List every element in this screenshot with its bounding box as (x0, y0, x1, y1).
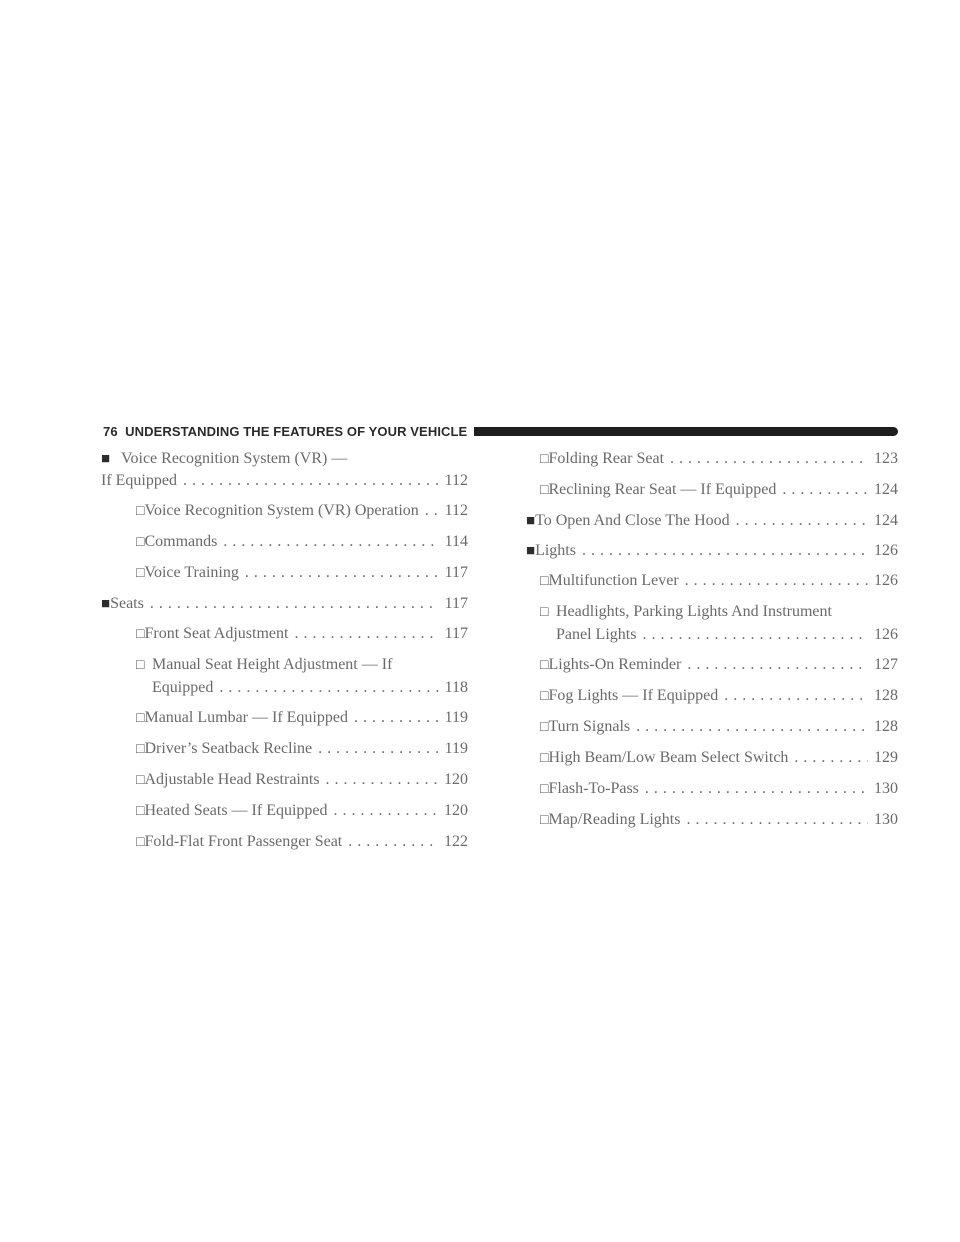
toc-entry-row (540, 448, 898, 471)
toc-page-number: 119 (444, 740, 468, 757)
toc-entry-row (116, 562, 468, 585)
dot-leader (686, 809, 868, 831)
toc-entry-row (540, 716, 898, 739)
toc-entry-title: Fold-Flat Front Passenger Seat (144, 833, 343, 850)
toc-entry-row (116, 531, 468, 554)
toc-entry-title: High Beam/Low Beam Select Switch (548, 749, 789, 766)
toc-entry-title: Lights (535, 542, 576, 559)
toc-page-number: 128 (874, 718, 898, 735)
toc-page-number: 128 (874, 687, 898, 704)
hollow-square-icon: □ (136, 773, 145, 788)
toc-page-number: 126 (874, 572, 898, 589)
toc-entry-row (540, 809, 898, 832)
toc-entry-title: Flash-To-Pass (548, 780, 639, 797)
toc-entry[interactable] (540, 778, 898, 801)
toc-entry-row (540, 685, 898, 708)
page-number: 76 (103, 423, 118, 439)
toc-entry-title: Seats (110, 595, 144, 612)
toc-entry[interactable] (540, 716, 898, 739)
dot-leader (794, 747, 868, 769)
hollow-square-icon: □ (136, 566, 145, 581)
hollow-square-icon: □ (136, 658, 145, 673)
hollow-square-icon: □ (540, 782, 549, 797)
toc-entry-title: Fog Lights — If Equipped (548, 687, 719, 704)
toc-entry-row (116, 800, 468, 823)
toc-page-number: 112 (444, 502, 468, 519)
toc-page-number: 123 (874, 450, 898, 467)
toc-entry[interactable] (540, 479, 898, 502)
hollow-square-icon: □ (540, 658, 549, 673)
toc-entry-title: Folding Rear Seat (548, 450, 665, 467)
toc-entry[interactable] (116, 531, 468, 554)
dot-leader (348, 831, 438, 853)
toc-entry[interactable] (540, 654, 898, 677)
toc-entry[interactable] (526, 540, 898, 562)
toc-page-number: 114 (444, 533, 468, 550)
toc-page-number: 117 (444, 564, 468, 581)
dot-leader (294, 623, 438, 645)
toc-page-number: 117 (444, 595, 468, 612)
toc-entry-row (526, 540, 898, 562)
toc-entry-title: Panel Lights (556, 626, 637, 643)
dot-leader (334, 800, 438, 822)
toc-entry-first-line (101, 448, 468, 470)
toc-entry-title: Commands (144, 533, 218, 550)
dot-leader (354, 707, 439, 729)
hollow-square-icon: □ (136, 711, 145, 726)
toc-entry[interactable] (526, 510, 898, 532)
hollow-square-icon: □ (136, 535, 145, 550)
toc-entry-title: Reclining Rear Seat — If Equipped (548, 481, 777, 498)
hollow-square-icon: □ (540, 452, 549, 467)
dot-leader (670, 448, 868, 470)
toc-entry[interactable] (540, 809, 898, 832)
section-title: UNDERSTANDING THE FEATURES OF YOUR VEHICLE (125, 423, 468, 439)
toc-page-number: 118 (444, 679, 468, 696)
toc-entry-title: To Open And Close The Hood (535, 512, 730, 529)
toc-entry-title: Voice Training (144, 564, 239, 581)
toc-entry[interactable] (540, 448, 898, 471)
toc-entry-row (116, 500, 468, 523)
toc-entry-row (540, 778, 898, 801)
hollow-square-icon: □ (540, 574, 549, 589)
hollow-square-icon: □ (540, 605, 549, 620)
toc-entry[interactable] (116, 623, 468, 646)
hollow-square-icon: □ (136, 504, 145, 519)
dot-leader (219, 677, 438, 699)
toc-entry[interactable] (116, 654, 468, 699)
toc-entry-title-part1: Headlights, Parking Lights And Instrument (556, 603, 832, 620)
dot-leader (150, 593, 439, 615)
page-header (103, 422, 898, 440)
filled-square-icon: ■ (526, 543, 536, 559)
dot-leader (582, 540, 868, 562)
hollow-square-icon: □ (540, 720, 549, 735)
toc-entry-row (540, 654, 898, 677)
toc-right-column (526, 448, 898, 840)
toc-entry[interactable] (116, 831, 468, 854)
toc-page-number: 120 (444, 802, 468, 819)
toc-entry-row (540, 747, 898, 770)
toc-page-number: 124 (874, 512, 898, 529)
toc-page-number: 112 (444, 472, 468, 489)
toc-entry-title: Equipped (152, 679, 214, 696)
dot-leader (636, 716, 868, 738)
dot-leader (687, 654, 868, 676)
toc-entry-title-part1: Manual Seat Height Adjustment — If (152, 656, 393, 673)
toc-page-number: 129 (874, 749, 898, 766)
dot-leader (245, 562, 439, 584)
toc-left-column (101, 448, 468, 862)
toc-entry-row (526, 510, 898, 532)
toc-page-number: 124 (874, 481, 898, 498)
toc-entry-title: Voice Recognition System (VR) Operation (144, 502, 419, 519)
toc-entry[interactable] (101, 448, 468, 492)
hollow-square-icon: □ (136, 835, 145, 850)
dot-leader (642, 624, 868, 646)
toc-entry-title: Adjustable Head Restraints (144, 771, 320, 788)
toc-entry-title: Turn Signals (548, 718, 631, 735)
toc-entry[interactable] (116, 738, 468, 761)
toc-page-number: 120 (444, 771, 468, 788)
toc-entry-row (540, 624, 898, 646)
toc-entry-title: Front Seat Adjustment (144, 625, 289, 642)
dot-leader (183, 470, 439, 492)
toc-entry-row (116, 623, 468, 646)
toc-entry-row (116, 707, 468, 730)
filled-square-icon: ■ (526, 513, 536, 529)
toc-entry-row (116, 738, 468, 761)
toc-entry-title: Map/Reading Lights (548, 811, 681, 828)
hollow-square-icon: □ (540, 483, 549, 498)
toc-entry-title: Manual Lumbar — If Equipped (144, 709, 348, 726)
toc-entry-row (101, 593, 468, 615)
toc-page-number: 122 (444, 833, 468, 850)
toc-entry-title: If Equipped (101, 472, 177, 489)
toc-entry[interactable] (116, 800, 468, 823)
hollow-square-icon: □ (136, 742, 145, 757)
toc-entry-row (540, 570, 898, 593)
toc-entry-title: Multifunction Lever (548, 572, 679, 589)
toc-entry[interactable] (101, 593, 468, 615)
hollow-square-icon: □ (540, 689, 549, 704)
toc-entry-first-line (540, 601, 898, 624)
toc-entry-row (116, 677, 468, 699)
dot-leader (645, 778, 868, 800)
hollow-square-icon: □ (136, 627, 145, 642)
toc-page-number: 126 (874, 626, 898, 643)
toc-entry-title: Driver’s Seatback Recline (144, 740, 313, 757)
header-rule (474, 427, 898, 436)
toc-page-number: 126 (874, 542, 898, 559)
dot-leader (326, 769, 438, 791)
hollow-square-icon: □ (136, 804, 145, 819)
filled-square-icon: ■ (101, 596, 111, 612)
toc-page-number: 119 (444, 709, 468, 726)
toc-entry[interactable] (540, 685, 898, 708)
dot-leader (425, 500, 439, 522)
toc-entry[interactable] (116, 562, 468, 585)
toc-entry-title-part1: Voice Recognition System (VR) — (121, 450, 348, 467)
hollow-square-icon: □ (540, 813, 549, 828)
dot-leader (685, 570, 868, 592)
toc-entry-row (540, 479, 898, 502)
toc-entry[interactable] (116, 769, 468, 792)
toc-entry[interactable] (540, 747, 898, 770)
page-header-text (103, 424, 467, 439)
hollow-square-icon: □ (540, 751, 549, 766)
toc-page-number: 130 (874, 780, 898, 797)
toc-page-number: 117 (444, 625, 468, 642)
toc-entry-title: Heated Seats — If Equipped (144, 802, 328, 819)
toc-entry-row (116, 769, 468, 792)
toc-entry[interactable] (116, 500, 468, 523)
dot-leader (736, 510, 868, 532)
dot-leader (782, 479, 868, 501)
toc-page-number: 127 (874, 656, 898, 673)
toc-entry-title: Lights-On Reminder (548, 656, 682, 673)
dot-leader (318, 738, 438, 760)
dot-leader (223, 531, 438, 553)
toc-entry-row (101, 470, 468, 492)
toc-entry-first-line (116, 654, 468, 677)
filled-square-icon: ■ (101, 451, 111, 467)
toc-page-number: 130 (874, 811, 898, 828)
toc-entry[interactable] (540, 570, 898, 593)
toc-entry[interactable] (116, 707, 468, 730)
toc-entry[interactable] (540, 601, 898, 646)
toc-entry-row (116, 831, 468, 854)
dot-leader (724, 685, 868, 707)
